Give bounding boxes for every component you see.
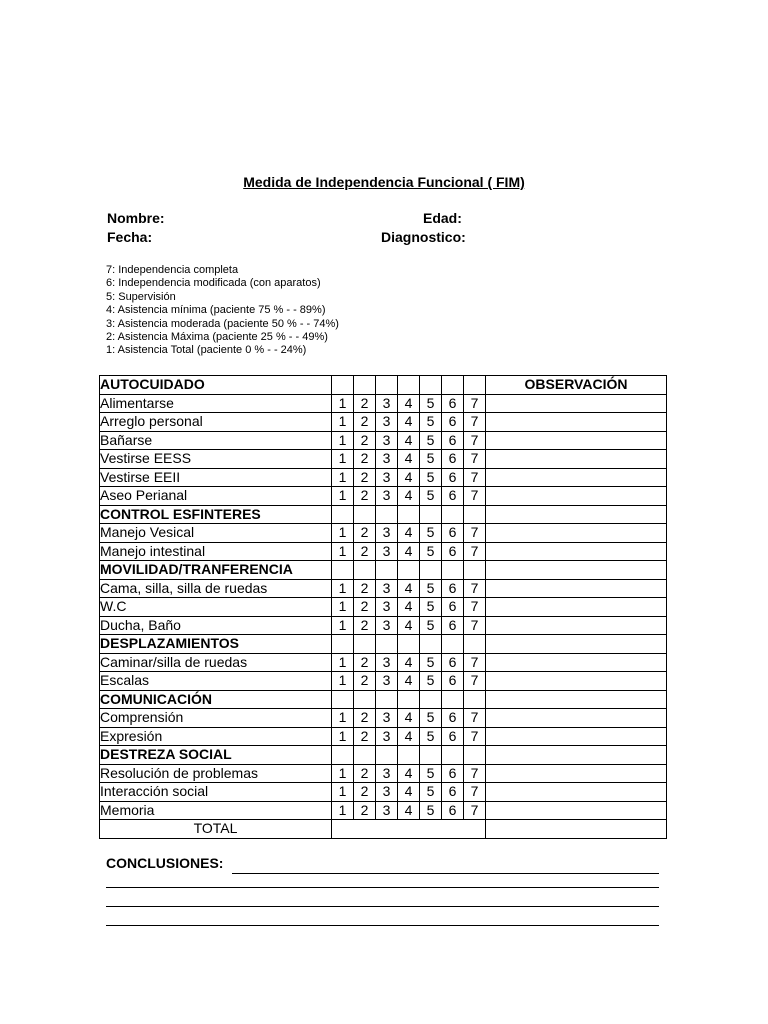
score-cell bbox=[442, 561, 464, 580]
legend-item: 7: Independencia completa bbox=[106, 264, 239, 276]
score-cell bbox=[464, 376, 486, 395]
observacion-cell[interactable] bbox=[486, 820, 667, 839]
score-cell[interactable]: 6 bbox=[442, 801, 464, 820]
section-row bbox=[100, 635, 667, 654]
score-cell bbox=[420, 690, 442, 709]
total-value-cell[interactable] bbox=[332, 820, 486, 839]
score-cell[interactable]: 6 bbox=[442, 413, 464, 432]
table-row bbox=[100, 450, 667, 469]
observacion-cell[interactable] bbox=[486, 468, 667, 487]
score-cell[interactable]: 2 bbox=[354, 579, 376, 598]
section-header: CONTROL ESFINTERES bbox=[100, 505, 332, 524]
score-cell[interactable]: 6 bbox=[442, 764, 464, 783]
score-cell bbox=[442, 690, 464, 709]
score-cell bbox=[442, 505, 464, 524]
item-label: Cama, silla, silla de ruedas bbox=[100, 579, 332, 598]
score-cell[interactable]: 5 bbox=[420, 394, 442, 413]
score-cell[interactable]: 7 bbox=[464, 616, 486, 635]
item-label: Vestirse EESS bbox=[100, 450, 332, 469]
item-label: Aseo Perianal bbox=[100, 487, 332, 506]
score-cell[interactable]: 2 bbox=[354, 450, 376, 469]
score-cell[interactable]: 5 bbox=[420, 709, 442, 728]
table-row bbox=[100, 598, 667, 617]
table-row bbox=[100, 616, 667, 635]
score-cell[interactable]: 4 bbox=[398, 394, 420, 413]
score-cell[interactable]: 6 bbox=[442, 672, 464, 691]
score-cell bbox=[442, 376, 464, 395]
table-row bbox=[100, 431, 667, 450]
score-cell[interactable]: 1 bbox=[332, 727, 354, 746]
score-cell[interactable]: 2 bbox=[354, 468, 376, 487]
score-cell[interactable]: 2 bbox=[354, 431, 376, 450]
section-row bbox=[100, 561, 667, 580]
score-cell[interactable]: 5 bbox=[420, 598, 442, 617]
score-cell bbox=[442, 635, 464, 654]
score-cell[interactable]: 3 bbox=[376, 727, 398, 746]
score-cell[interactable]: 1 bbox=[332, 709, 354, 728]
observacion-cell[interactable] bbox=[486, 653, 667, 672]
score-cell bbox=[376, 746, 398, 765]
observacion-header: OBSERVACIÓN bbox=[486, 376, 667, 395]
score-cell[interactable]: 2 bbox=[354, 487, 376, 506]
score-cell bbox=[464, 635, 486, 654]
table-row bbox=[100, 579, 667, 598]
observacion-cell[interactable] bbox=[486, 672, 667, 691]
score-cell[interactable]: 7 bbox=[464, 450, 486, 469]
score-cell[interactable]: 2 bbox=[354, 801, 376, 820]
score-cell bbox=[442, 746, 464, 765]
score-cell[interactable]: 1 bbox=[332, 801, 354, 820]
score-cell[interactable]: 5 bbox=[420, 672, 442, 691]
observacion-cell[interactable] bbox=[486, 524, 667, 543]
item-label: Arreglo personal bbox=[100, 413, 332, 432]
legend-item: 1: Asistencia Total (paciente 0 % - - 24%) bbox=[106, 344, 307, 357]
legend-item: 3: Asistencia moderada (paciente 50 % - - 74%) bbox=[106, 317, 339, 330]
score-cell bbox=[398, 376, 420, 395]
score-cell[interactable]: 2 bbox=[354, 764, 376, 783]
score-cell bbox=[354, 690, 376, 709]
section-header: DESPLAZAMIENTOS bbox=[100, 635, 332, 654]
section-header: AUTOCUIDADO bbox=[100, 376, 332, 395]
item-label: Manejo intestinal bbox=[100, 542, 332, 561]
score-cell[interactable]: 1 bbox=[332, 672, 354, 691]
score-cell[interactable]: 7 bbox=[464, 783, 486, 802]
score-cell[interactable]: 4 bbox=[398, 709, 420, 728]
conclusiones-line[interactable] bbox=[106, 874, 659, 892]
score-cell[interactable]: 1 bbox=[332, 524, 354, 543]
nombre-label: Nombre: bbox=[107, 210, 165, 226]
score-cell[interactable]: 6 bbox=[442, 579, 464, 598]
score-cell[interactable]: 1 bbox=[332, 653, 354, 672]
score-cell[interactable]: 7 bbox=[464, 394, 486, 413]
score-cell[interactable]: 1 bbox=[332, 468, 354, 487]
score-cell[interactable]: 5 bbox=[420, 579, 442, 598]
score-cell bbox=[420, 561, 442, 580]
score-cell[interactable]: 3 bbox=[376, 764, 398, 783]
score-cell[interactable]: 4 bbox=[398, 579, 420, 598]
section-header: DESTREZA SOCIAL bbox=[100, 746, 332, 765]
fecha-label: Fecha: bbox=[107, 229, 153, 245]
score-cell[interactable]: 5 bbox=[420, 524, 442, 543]
score-cell[interactable]: 3 bbox=[376, 616, 398, 635]
score-cell bbox=[464, 561, 486, 580]
table-row bbox=[100, 672, 667, 691]
score-cell[interactable]: 1 bbox=[332, 413, 354, 432]
score-cell bbox=[376, 635, 398, 654]
score-cell[interactable]: 2 bbox=[354, 783, 376, 802]
score-cell[interactable]: 4 bbox=[398, 783, 420, 802]
score-cell[interactable]: 6 bbox=[442, 394, 464, 413]
score-cell[interactable]: 1 bbox=[332, 598, 354, 617]
table-row bbox=[100, 727, 667, 746]
table-row bbox=[100, 487, 667, 506]
score-cell[interactable]: 6 bbox=[442, 542, 464, 561]
score-cell[interactable]: 6 bbox=[442, 468, 464, 487]
observacion-cell[interactable] bbox=[486, 561, 667, 580]
score-cell[interactable]: 4 bbox=[398, 413, 420, 432]
score-cell bbox=[332, 561, 354, 580]
score-cell[interactable]: 3 bbox=[376, 598, 398, 617]
score-cell[interactable]: 6 bbox=[442, 653, 464, 672]
score-cell bbox=[354, 561, 376, 580]
item-label: Bañarse bbox=[100, 431, 332, 450]
item-label: Comprensión bbox=[100, 709, 332, 728]
score-cell bbox=[464, 505, 486, 524]
total-label: TOTAL bbox=[100, 820, 332, 839]
observacion-cell[interactable] bbox=[486, 505, 667, 524]
legend-item: 4: Asistencia mínima (paciente 75 % - - 89%) bbox=[106, 304, 326, 317]
score-cell[interactable]: 1 bbox=[332, 450, 354, 469]
observacion-cell[interactable] bbox=[486, 709, 667, 728]
score-cell[interactable]: 4 bbox=[398, 487, 420, 506]
score-cell[interactable]: 2 bbox=[354, 616, 376, 635]
observacion-cell[interactable] bbox=[486, 746, 667, 765]
observacion-cell[interactable] bbox=[486, 579, 667, 598]
table-row bbox=[100, 468, 667, 487]
score-cell[interactable]: 3 bbox=[376, 431, 398, 450]
score-cell bbox=[354, 505, 376, 524]
score-cell bbox=[376, 376, 398, 395]
score-cell[interactable]: 7 bbox=[464, 653, 486, 672]
score-cell[interactable]: 7 bbox=[464, 709, 486, 728]
section-header: COMUNICACIÓN bbox=[100, 690, 332, 709]
score-cell[interactable]: 4 bbox=[398, 653, 420, 672]
score-cell[interactable]: 3 bbox=[376, 801, 398, 820]
item-label: Alimentarse bbox=[100, 394, 332, 413]
legend-item: 2: Asistencia Máxima (paciente 25 % - - 49%) bbox=[106, 331, 328, 344]
observacion-cell[interactable] bbox=[486, 413, 667, 432]
score-cell[interactable]: 3 bbox=[376, 468, 398, 487]
score-cell[interactable]: 4 bbox=[398, 524, 420, 543]
form-title: Medida de Independencia Funcional ( FIM) bbox=[243, 174, 525, 190]
score-cell bbox=[332, 635, 354, 654]
item-label: Expresión bbox=[100, 727, 332, 746]
score-cell bbox=[332, 746, 354, 765]
score-cell[interactable]: 7 bbox=[464, 487, 486, 506]
observacion-cell[interactable] bbox=[486, 690, 667, 709]
score-cell[interactable]: 6 bbox=[442, 598, 464, 617]
section-row bbox=[100, 690, 667, 709]
section-header: MOVILIDAD/TRANFERENCIA bbox=[100, 561, 332, 580]
score-cell[interactable]: 6 bbox=[442, 727, 464, 746]
score-cell[interactable]: 2 bbox=[354, 524, 376, 543]
score-cell bbox=[376, 561, 398, 580]
score-cell[interactable]: 6 bbox=[442, 487, 464, 506]
score-cell[interactable]: 1 bbox=[332, 764, 354, 783]
observacion-cell[interactable] bbox=[486, 394, 667, 413]
observacion-cell[interactable] bbox=[486, 542, 667, 561]
score-cell[interactable]: 7 bbox=[464, 801, 486, 820]
score-cell bbox=[354, 746, 376, 765]
score-cell[interactable]: 5 bbox=[420, 487, 442, 506]
score-cell[interactable]: 3 bbox=[376, 524, 398, 543]
score-cell[interactable]: 5 bbox=[420, 431, 442, 450]
section-row bbox=[100, 746, 667, 765]
table-row bbox=[100, 542, 667, 561]
item-label: Memoria bbox=[100, 801, 332, 820]
score-cell[interactable]: 3 bbox=[376, 413, 398, 432]
score-cell[interactable]: 3 bbox=[376, 709, 398, 728]
conclusiones-label: CONCLUSIONES: bbox=[106, 855, 224, 871]
score-cell[interactable]: 2 bbox=[354, 727, 376, 746]
observacion-cell[interactable] bbox=[486, 727, 667, 746]
score-cell[interactable]: 2 bbox=[354, 653, 376, 672]
score-cell bbox=[464, 746, 486, 765]
score-cell[interactable]: 3 bbox=[376, 579, 398, 598]
score-cell[interactable]: 4 bbox=[398, 450, 420, 469]
score-cell[interactable]: 4 bbox=[398, 542, 420, 561]
score-cell bbox=[376, 690, 398, 709]
item-label: Caminar/silla de ruedas bbox=[100, 653, 332, 672]
score-cell[interactable]: 7 bbox=[464, 598, 486, 617]
score-cell[interactable]: 5 bbox=[420, 468, 442, 487]
score-cell[interactable]: 5 bbox=[420, 783, 442, 802]
score-cell bbox=[398, 635, 420, 654]
score-cell[interactable]: 2 bbox=[354, 542, 376, 561]
score-cell bbox=[332, 690, 354, 709]
score-cell[interactable]: 3 bbox=[376, 487, 398, 506]
score-cell[interactable]: 6 bbox=[442, 431, 464, 450]
observacion-cell[interactable] bbox=[486, 450, 667, 469]
diagnostico-label: Diagnostico: bbox=[381, 229, 466, 245]
item-label: Ducha, Baño bbox=[100, 616, 332, 635]
score-cell[interactable]: 7 bbox=[464, 431, 486, 450]
score-cell[interactable]: 5 bbox=[420, 727, 442, 746]
score-cell[interactable]: 1 bbox=[332, 579, 354, 598]
fim-table bbox=[99, 375, 667, 839]
table-row bbox=[100, 801, 667, 820]
total-row bbox=[100, 820, 667, 839]
score-cell[interactable]: 6 bbox=[442, 616, 464, 635]
table-row bbox=[100, 524, 667, 543]
table-row bbox=[100, 709, 667, 728]
score-cell bbox=[420, 746, 442, 765]
score-cell[interactable]: 5 bbox=[420, 413, 442, 432]
item-label: Manejo Vesical bbox=[100, 524, 332, 543]
score-cell[interactable]: 5 bbox=[420, 653, 442, 672]
observacion-cell[interactable] bbox=[486, 598, 667, 617]
score-cell[interactable]: 6 bbox=[442, 783, 464, 802]
score-cell[interactable]: 5 bbox=[420, 542, 442, 561]
score-cell[interactable]: 2 bbox=[354, 413, 376, 432]
score-cell bbox=[398, 505, 420, 524]
table-row bbox=[100, 653, 667, 672]
score-cell bbox=[398, 690, 420, 709]
score-cell bbox=[420, 376, 442, 395]
observacion-cell[interactable] bbox=[486, 616, 667, 635]
score-cell[interactable]: 4 bbox=[398, 801, 420, 820]
score-cell[interactable]: 6 bbox=[442, 524, 464, 543]
score-cell bbox=[332, 376, 354, 395]
score-cell[interactable]: 4 bbox=[398, 598, 420, 617]
score-cell[interactable]: 2 bbox=[354, 709, 376, 728]
score-cell[interactable]: 2 bbox=[354, 672, 376, 691]
conclusiones-line[interactable] bbox=[106, 912, 659, 930]
section-row bbox=[100, 505, 667, 524]
score-cell[interactable]: 5 bbox=[420, 764, 442, 783]
score-cell[interactable]: 4 bbox=[398, 616, 420, 635]
item-label: Interacción social bbox=[100, 783, 332, 802]
score-cell bbox=[354, 376, 376, 395]
score-cell bbox=[420, 505, 442, 524]
score-cell bbox=[376, 505, 398, 524]
observacion-cell[interactable] bbox=[486, 635, 667, 654]
observacion-cell[interactable] bbox=[486, 764, 667, 783]
score-cell[interactable]: 3 bbox=[376, 783, 398, 802]
item-label: Escalas bbox=[100, 672, 332, 691]
observacion-cell[interactable] bbox=[486, 431, 667, 450]
score-cell[interactable]: 4 bbox=[398, 764, 420, 783]
score-cell bbox=[354, 635, 376, 654]
score-cell[interactable]: 5 bbox=[420, 616, 442, 635]
score-cell[interactable]: 7 bbox=[464, 579, 486, 598]
score-cell[interactable]: 4 bbox=[398, 672, 420, 691]
score-cell[interactable]: 7 bbox=[464, 672, 486, 691]
score-cell bbox=[398, 746, 420, 765]
score-cell[interactable]: 7 bbox=[464, 413, 486, 432]
score-cell[interactable]: 4 bbox=[398, 468, 420, 487]
score-cell[interactable]: 1 bbox=[332, 616, 354, 635]
observacion-cell[interactable] bbox=[486, 783, 667, 802]
table-row bbox=[100, 783, 667, 802]
item-label: Resolución de problemas bbox=[100, 764, 332, 783]
score-cell[interactable]: 2 bbox=[354, 394, 376, 413]
score-cell[interactable]: 7 bbox=[464, 542, 486, 561]
score-cell[interactable]: 1 bbox=[332, 394, 354, 413]
table-row bbox=[100, 413, 667, 432]
table-row bbox=[100, 394, 667, 413]
score-cell[interactable]: 3 bbox=[376, 653, 398, 672]
table-row bbox=[100, 764, 667, 783]
score-cell[interactable]: 4 bbox=[398, 431, 420, 450]
score-cell[interactable]: 5 bbox=[420, 450, 442, 469]
legend-item: 5: Supervisión bbox=[106, 290, 176, 303]
score-cell[interactable]: 3 bbox=[376, 394, 398, 413]
legend-item: 6: Independencia modificada (con aparatos) bbox=[106, 277, 321, 290]
score-cell[interactable]: 3 bbox=[376, 672, 398, 691]
score-cell[interactable]: 3 bbox=[376, 450, 398, 469]
score-cell bbox=[464, 690, 486, 709]
score-cell bbox=[420, 635, 442, 654]
score-cell[interactable]: 4 bbox=[398, 727, 420, 746]
score-cell[interactable]: 1 bbox=[332, 431, 354, 450]
item-label: W.C bbox=[100, 598, 332, 617]
score-cell[interactable]: 7 bbox=[464, 727, 486, 746]
score-cell[interactable]: 6 bbox=[442, 450, 464, 469]
score-cell bbox=[398, 561, 420, 580]
score-cell[interactable]: 3 bbox=[376, 542, 398, 561]
conclusiones-line[interactable] bbox=[106, 893, 659, 911]
score-cell[interactable]: 1 bbox=[332, 783, 354, 802]
scale-legend bbox=[106, 264, 339, 358]
score-cell[interactable]: 5 bbox=[420, 801, 442, 820]
score-cell[interactable]: 6 bbox=[442, 709, 464, 728]
score-cell[interactable]: 7 bbox=[464, 468, 486, 487]
score-cell[interactable]: 7 bbox=[464, 524, 486, 543]
table-header-row bbox=[100, 376, 667, 395]
score-cell bbox=[332, 505, 354, 524]
score-cell[interactable]: 7 bbox=[464, 764, 486, 783]
edad-label: Edad: bbox=[423, 210, 462, 226]
observacion-cell[interactable] bbox=[486, 487, 667, 506]
score-cell[interactable]: 1 bbox=[332, 487, 354, 506]
item-label: Vestirse EEII bbox=[100, 468, 332, 487]
score-cell[interactable]: 2 bbox=[354, 598, 376, 617]
observacion-cell[interactable] bbox=[486, 801, 667, 820]
score-cell[interactable]: 1 bbox=[332, 542, 354, 561]
